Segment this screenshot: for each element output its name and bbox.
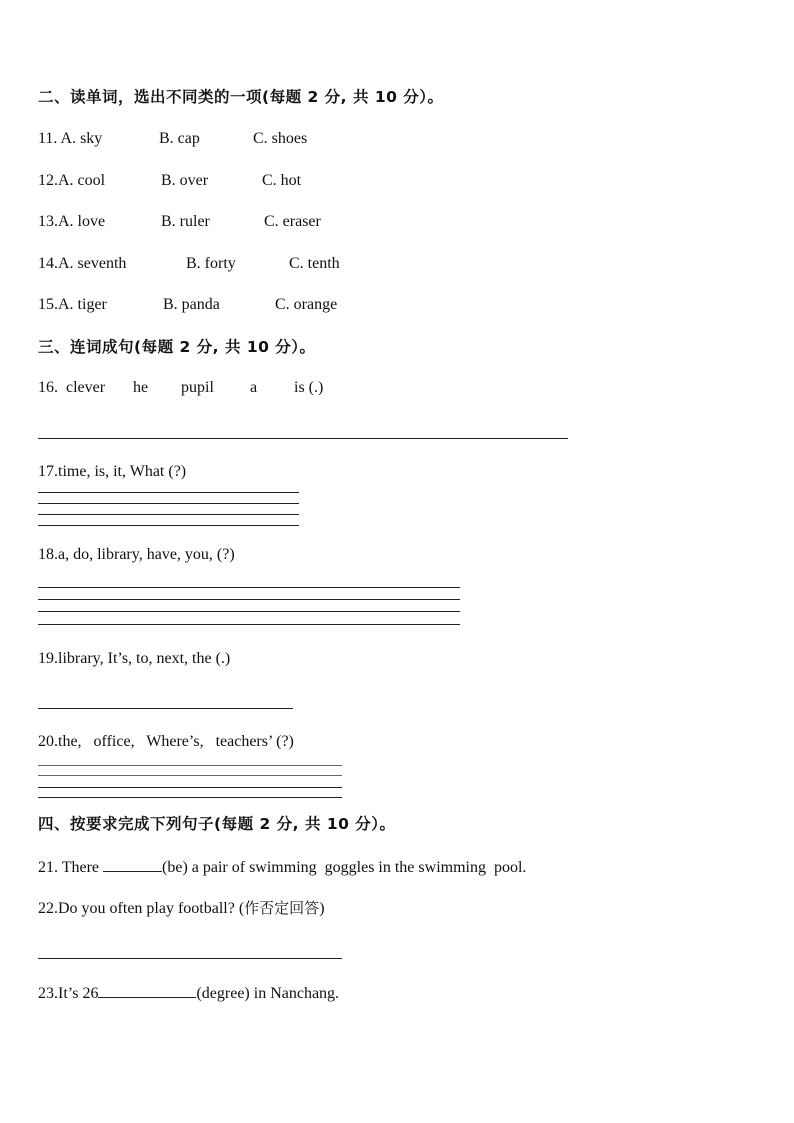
writing-line[interactable] — [38, 492, 299, 493]
question-22-close: ) — [319, 900, 325, 917]
question-13-option-c: C. eraser — [264, 213, 321, 230]
answer-line[interactable] — [38, 708, 293, 709]
question-15-option-a: 15.A. tiger — [38, 296, 107, 313]
question-21 — [38, 857, 526, 878]
question-14-option-c: C. tenth — [289, 255, 340, 272]
writing-line[interactable] — [38, 525, 299, 526]
question-23 — [38, 983, 339, 1004]
question-22 — [38, 898, 325, 919]
question-22-text: 22.Do you often play football? ( — [38, 900, 245, 917]
writing-line[interactable] — [38, 587, 460, 588]
fill-blank[interactable] — [98, 983, 196, 998]
question-21-prefix: 21. There — [38, 859, 104, 876]
writing-line[interactable] — [38, 775, 342, 776]
question-16-word: pupil — [181, 379, 214, 396]
question-17: 17.time, is, it, What (?) — [38, 463, 187, 480]
question-18: 18.a, do, library, have, you, (?) — [38, 546, 235, 563]
writing-line[interactable] — [38, 503, 299, 504]
question-11-option-b: B. cap — [159, 130, 200, 147]
section-two-heading: 二、读单词，选出不同类的一项(每题 2 分, 共 10 分）。 — [38, 88, 444, 106]
question-20: 20.the, office, Where’s, teachers’ (?) — [38, 733, 294, 750]
writing-line[interactable] — [38, 611, 460, 612]
question-14-option-b: B. forty — [186, 255, 236, 272]
question-13-option-a: 13.A. love — [38, 213, 106, 230]
question-16-number: 16. — [38, 379, 58, 396]
question-16-word: is (.) — [294, 379, 324, 396]
writing-line[interactable] — [38, 797, 342, 798]
fill-blank[interactable] — [103, 857, 162, 872]
question-16-word: a — [250, 379, 258, 396]
question-15-option-b: B. panda — [163, 296, 220, 313]
writing-line[interactable] — [38, 599, 460, 600]
answer-line[interactable] — [38, 958, 342, 959]
question-11-option-a: 11. A. sky — [38, 130, 103, 147]
question-11-option-c: C. shoes — [253, 130, 308, 147]
question-19: 19.library, It’s, to, next, the (.) — [38, 650, 231, 667]
question-23-prefix: 23.It’s 26 — [38, 985, 99, 1002]
section-three-heading: 三、连词成句(每题 2 分, 共 10 分）。 — [38, 338, 316, 356]
writing-line[interactable] — [38, 787, 342, 788]
question-16-word: he — [133, 379, 149, 396]
question-14-option-a: 14.A. seventh — [38, 255, 127, 272]
question-13-option-b: B. ruler — [161, 213, 210, 230]
question-21-suffix: (be) a pair of swimming goggles in the swimming pool. — [162, 859, 527, 876]
writing-line[interactable] — [38, 624, 460, 625]
question-15-option-c: C. orange — [275, 296, 338, 313]
question-12-option-b: B. over — [161, 172, 209, 189]
question-22-instruction: 作否定回答 — [244, 899, 320, 917]
section-four-heading: 四、按要求完成下列句子(每题 2 分, 共 10 分）。 — [38, 815, 396, 833]
writing-line[interactable] — [38, 514, 299, 515]
question-23-suffix: (degree) in Nanchang. — [196, 985, 340, 1002]
question-12-option-a: 12.A. cool — [38, 172, 106, 189]
question-12-option-c: C. hot — [262, 172, 302, 189]
writing-line[interactable] — [38, 765, 342, 766]
answer-line[interactable] — [38, 438, 568, 439]
question-16-word: clever — [66, 379, 106, 396]
